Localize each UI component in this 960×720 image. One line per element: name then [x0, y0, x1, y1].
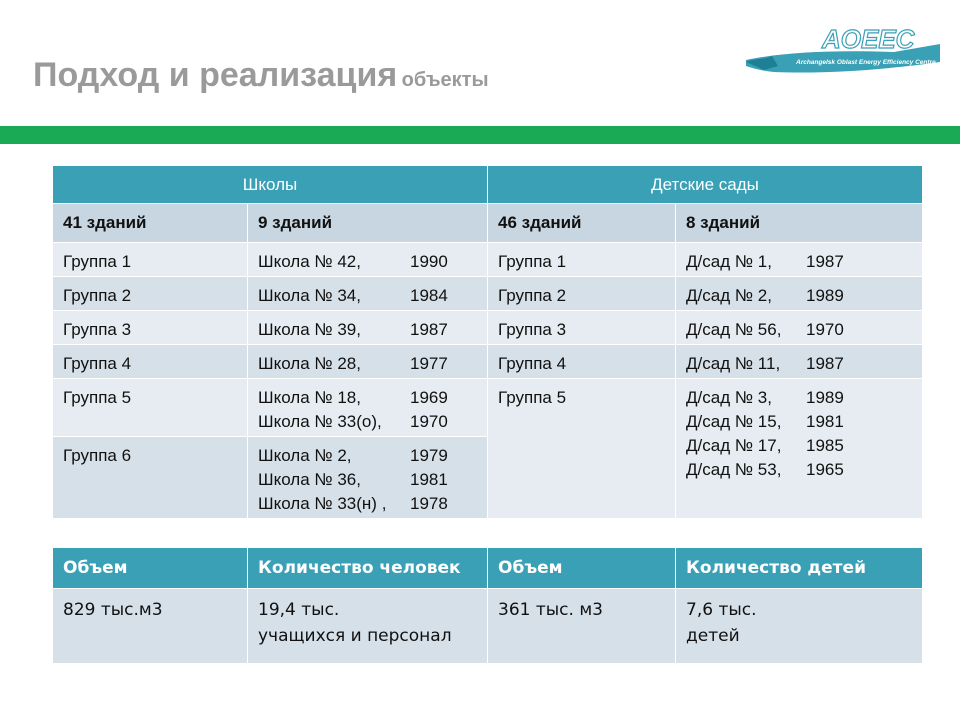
schools-volume-header: Объем — [53, 548, 248, 589]
building-entry — [258, 386, 477, 410]
schools-total: 41 зданий — [53, 204, 248, 243]
table-row — [53, 589, 923, 664]
building-year: 1987 — [806, 354, 844, 373]
group-label — [488, 243, 676, 277]
volume-table — [52, 547, 923, 664]
group-label-text: Группа 6 — [63, 446, 132, 465]
group-label-text: Группа 3 — [498, 320, 567, 339]
aoeec-logo — [744, 22, 940, 80]
building-entry — [258, 352, 477, 376]
building-year: 1970 — [806, 320, 844, 339]
building-year: 1978 — [410, 494, 448, 513]
table-row — [53, 243, 923, 277]
group-label — [53, 277, 248, 311]
schools-header: Школы — [53, 166, 488, 204]
building-year: 1989 — [806, 388, 844, 407]
building-name: Д/сад № 3, — [686, 388, 772, 407]
building-year: 1981 — [806, 412, 844, 431]
building-entry — [686, 284, 912, 308]
buildings-table — [52, 165, 923, 519]
building-name: Д/сад № 56, — [686, 320, 782, 339]
building-entry — [258, 318, 477, 342]
group-label — [488, 379, 676, 519]
group-label-text: Группа 2 — [498, 286, 567, 305]
building-name: Д/сад № 2, — [686, 286, 772, 305]
building-name: Д/сад № 1, — [686, 252, 772, 271]
building-name: Школа № 28, — [258, 354, 361, 373]
people-count-header: Количество человек — [248, 548, 488, 589]
group-label-text: Группа 4 — [63, 354, 132, 373]
children-count-value — [676, 589, 923, 664]
people-count-value — [248, 589, 488, 664]
kindergartens-header: Детские сады — [488, 166, 923, 204]
table-row — [53, 379, 923, 437]
table-row — [53, 277, 923, 311]
page-title — [33, 56, 489, 95]
group-label-text: Группа 5 — [498, 388, 567, 407]
school-buildings — [248, 437, 488, 519]
kindergarten-buildings — [676, 379, 923, 519]
school-buildings — [248, 379, 488, 437]
kinder-volume-value — [488, 589, 676, 664]
group-label — [488, 311, 676, 345]
group-label-text: Группа 4 — [498, 354, 567, 373]
group-label — [53, 243, 248, 277]
building-year: 1969 — [410, 388, 448, 407]
building-name: Школа № 18, — [258, 388, 361, 407]
table-header-row — [53, 166, 923, 204]
table-header-row — [53, 548, 923, 589]
building-year: 1977 — [410, 354, 448, 373]
kinder-selected: 8 зданий — [676, 204, 923, 243]
group-label-text: Группа 3 — [63, 320, 132, 339]
building-entry — [258, 468, 477, 492]
value-line: 361 тыс. м3 — [498, 600, 603, 620]
building-entry — [258, 284, 477, 308]
schools-selected: 9 зданий — [248, 204, 488, 243]
school-buildings — [248, 243, 488, 277]
kindergarten-buildings — [676, 345, 923, 379]
building-year: 1989 — [806, 286, 844, 305]
building-year: 1985 — [806, 436, 844, 455]
svg-text:AOEEC: AOEEC — [822, 24, 915, 54]
svg-text:Archangelsk Oblast Energy Effi: Archangelsk Oblast Energy Efficiency Centre — [796, 59, 936, 66]
kindergarten-buildings — [676, 243, 923, 277]
group-label — [53, 311, 248, 345]
group-label-text: Группа 1 — [63, 252, 132, 271]
header-divider — [0, 126, 960, 144]
building-name: Школа № 33(н) , — [258, 494, 387, 513]
group-label — [53, 379, 248, 437]
title-subtitle: объекты — [401, 69, 489, 91]
building-entry — [686, 458, 912, 482]
school-buildings — [248, 277, 488, 311]
building-name: Д/сад № 15, — [686, 412, 782, 431]
group-label-text: Группа 2 — [63, 286, 132, 305]
building-year: 1965 — [806, 460, 844, 479]
title-main: Подход и реализация — [33, 56, 398, 94]
building-name: Школа № 39, — [258, 320, 361, 339]
building-year: 1970 — [410, 412, 448, 431]
building-name: Школа № 36, — [258, 470, 361, 489]
kindergarten-buildings — [676, 277, 923, 311]
building-year: 1979 — [410, 446, 448, 465]
building-name: Школа № 2, — [258, 446, 352, 465]
building-name: Д/сад № 53, — [686, 460, 782, 479]
group-label-text: Группа 1 — [498, 252, 567, 271]
value-line: детей — [686, 626, 740, 646]
building-entry — [258, 410, 477, 434]
children-count-header: Количество детей — [676, 548, 923, 589]
building-year: 1990 — [410, 252, 448, 271]
school-buildings — [248, 311, 488, 345]
building-year: 1987 — [410, 320, 448, 339]
value-line: 19,4 тыс. — [258, 600, 340, 620]
school-buildings — [248, 345, 488, 379]
building-name: Д/сад № 11, — [686, 354, 781, 373]
value-line: 829 тыс.м3 — [63, 600, 163, 620]
building-entry — [258, 444, 477, 468]
building-entry — [258, 492, 477, 516]
group-label-text: Группа 5 — [63, 388, 132, 407]
building-name: Школа № 34, — [258, 286, 361, 305]
kinder-volume-header: Объем — [488, 548, 676, 589]
building-year: 1981 — [410, 470, 448, 489]
value-line: учащихся и персонал — [258, 626, 452, 646]
table-row — [53, 311, 923, 345]
kinder-total: 46 зданий — [488, 204, 676, 243]
building-entry — [686, 352, 912, 376]
table-subheader-row — [53, 204, 923, 243]
group-label — [488, 277, 676, 311]
building-entry — [686, 386, 912, 410]
schools-volume-value — [53, 589, 248, 664]
building-entry — [686, 250, 912, 274]
group-label — [488, 345, 676, 379]
building-name: Д/сад № 17, — [686, 436, 782, 455]
building-year: 1984 — [410, 286, 448, 305]
building-name: Школа № 33(о), — [258, 412, 382, 431]
group-label — [53, 437, 248, 519]
group-label — [53, 345, 248, 379]
building-entry — [686, 434, 912, 458]
building-entry — [686, 410, 912, 434]
building-entry — [258, 250, 477, 274]
value-line: 7,6 тыс. — [686, 600, 757, 620]
building-name: Школа № 42, — [258, 252, 361, 271]
building-year: 1987 — [806, 252, 844, 271]
kindergarten-buildings — [676, 311, 923, 345]
table-row — [53, 345, 923, 379]
building-entry — [686, 318, 912, 342]
